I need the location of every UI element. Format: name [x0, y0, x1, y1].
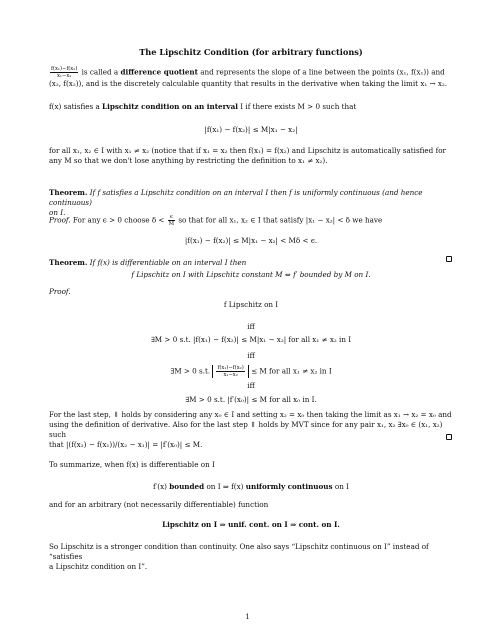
lipschitz-def-line-1	[49, 102, 453, 112]
theorem-2	[49, 258, 453, 268]
proof-chain-iff-2: iff	[247, 351, 255, 360]
lip-note-line-1: for all x₁, x₂ ∈ I with x₁ ≠ x₂ (notice that if x₁ = x₂ then f(x₁) = f(x₂) and Lipschitz is automatically satisfied for	[49, 146, 446, 155]
theorem-2-equivalence: f Lipschitz on I with Lipschitz constant M ⇔ f′ bounded by M on I.	[131, 270, 371, 279]
proof-chain-step-3	[49, 365, 453, 378]
dq-line-1	[49, 66, 453, 79]
eq1-bold-bounded: bounded	[169, 482, 205, 491]
lip-text-1: f(x) satisfies a	[49, 102, 103, 111]
theorem-1-label: Theorem.	[49, 188, 88, 197]
theorem-2-text: If f(x) is differentiable on an interval I then	[87, 258, 247, 267]
proof-chain-step-1: f Lipschitz on I	[223, 300, 279, 309]
dq-text-1: is called a	[79, 67, 121, 77]
proof-chain-step-2: ∃M > 0 s.t. |f(x₁) − f(x₂)| ≤ M|x₁ − x₂| for all x₁ ≠ x₂ in I	[150, 335, 352, 344]
document-title: The Lipschitz Condition (for arbitrary functions)	[139, 47, 363, 57]
fraction-numerator: f(x₁)−f(x₂)	[217, 365, 244, 371]
lipschitz-note	[49, 146, 453, 166]
difference-quotient-paragraph	[49, 66, 453, 89]
dq-bold-term: difference quotient	[120, 67, 198, 77]
proof-2-explanation	[49, 410, 453, 450]
summary-line-4: a Lipschitz condition on I”.	[49, 562, 148, 571]
proof-1-label: Proof.	[49, 215, 71, 225]
page-number: 1	[245, 612, 250, 621]
fraction-numerator: ϵ	[168, 214, 175, 221]
summary-line-3: So Lipschitz is a stronger condition than continuity. One also says “Lipschitz continuous on I” instead of “satisfies	[49, 542, 429, 561]
epsilon-over-m-fraction	[168, 214, 175, 227]
summary-line-1: To summarize, when f(x) is differentiable on I	[49, 460, 215, 469]
proof-1-inequality: |f(x₁) − f(x₂)| ≤ M|x₁ − x₂| < Mδ < ϵ.	[184, 236, 318, 245]
theorem-1-text-2: on I.	[49, 208, 66, 217]
dq-text-2: and represents the slope of a line between the points (x₁, f(x₁)) and	[197, 67, 445, 77]
qed-box-icon	[446, 434, 452, 440]
proof-2-line-1: For the last step, ⇓ holds by considering any x₀ ∈ I and setting x₂ = x₀ then taking the limit as x₁ → x₂ = x₀ and	[49, 410, 452, 419]
difference-quotient-fraction	[50, 66, 78, 79]
lipschitz-definition-paragraph	[49, 102, 453, 112]
abs-difference-quotient	[212, 365, 248, 378]
proof-chain-iff-1: iff	[247, 322, 255, 331]
eq1-bold-uniform: uniformly continuous	[245, 482, 333, 491]
chain3-prefix: ∃M > 0 s.t.	[170, 366, 211, 376]
dq-line-2: (x₂, f(x₂)), and is the discretely calculable quantity that results in the derivative when taking the limit x₁ → x₂.	[49, 79, 448, 88]
fraction-numerator: f(x₁)−f(x₂)	[51, 66, 78, 72]
lipschitz-inequality: |f(x₁) − f(x₂)| ≤ M|x₁ − x₂|	[204, 125, 298, 134]
proof-1	[49, 214, 453, 227]
summary-implication-2: Lipschitz on I ⇒ unif. cont. on I ⇒ cont. on I.	[162, 520, 340, 529]
lip-text-2: I if there exists M > 0 such that	[237, 102, 357, 111]
chain3-fraction	[216, 365, 244, 378]
eq1-part-c: on I ⇒ f(x)	[204, 482, 246, 491]
fraction-denominator: M	[168, 221, 175, 227]
theorem-1-text: If f satisfies a Lipschitz condition on an interval I then f is uniformly continuous (and hence continuous)	[49, 188, 423, 207]
summary-implication-1	[49, 482, 453, 492]
fraction-denominator: x₁−x₂	[56, 73, 72, 79]
summary-line-2: and for an arbitrary (not necessarily differentiable) function	[49, 500, 269, 509]
proof-chain-step-4: ∃M > 0 s.t. |f′(x₀)| ≤ M for all x₀ in I.	[185, 395, 317, 404]
theorem-2-label: Theorem.	[49, 258, 88, 267]
proof-2-label	[49, 287, 453, 297]
proof-2-line-2: using the definition of derivative. Also for the last step ⇑ holds by MVT since for any pair x₁, x₂ ∃x₀ ∈ (x₁, x₂) such	[49, 420, 443, 439]
proof-chain-iff-3: iff	[247, 381, 255, 390]
lip-note-line-2: any M so that we don't lose anything by restricting the definition to x₁ ≠ x₂).	[49, 156, 328, 165]
proof-1-text-1: For any ϵ > 0 choose δ <	[70, 215, 167, 225]
summary-conclusion	[49, 542, 453, 572]
proof-2-label-text: Proof.	[49, 287, 71, 296]
proof-1-text-2: so that for all x₁, x₂ ∈ I that satisfy |x₁ − x₂| < δ we have	[176, 215, 383, 225]
eq1-part-e: on I	[332, 482, 349, 491]
fraction-denominator: x₁−x₂	[223, 372, 238, 378]
proof-2-line-3: that |(f(x₂) − f(x₁))/(x₂ − x₁)| = |f′(x₀)| ≤ M.	[49, 440, 203, 449]
lip-bold-term: Lipschitz condition on an interval	[102, 102, 238, 111]
chain3-suffix: ≤ M for all x₁ ≠ x₂ in I	[251, 366, 332, 376]
eq1-part-a: f′(x)	[153, 482, 170, 491]
